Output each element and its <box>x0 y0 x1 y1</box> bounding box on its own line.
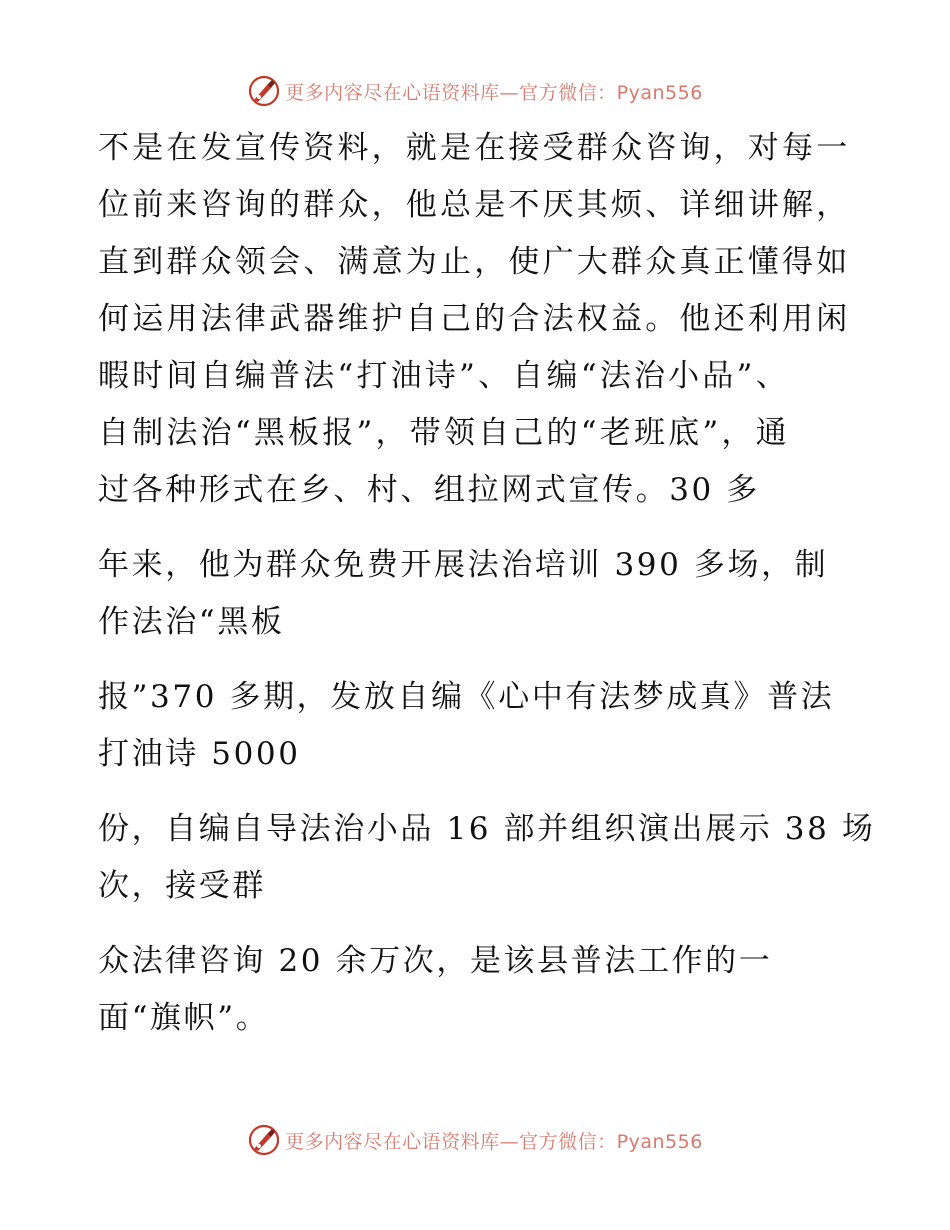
paragraph-line: 作法治“黑板 <box>98 604 285 640</box>
pen-logo-icon <box>247 74 281 108</box>
watermark-text: 更多内容尽在心语资料库—官方微信：Pyan556 <box>285 81 703 104</box>
wechat-id: Pyan556 <box>616 1130 703 1153</box>
paragraph-line: 直到群众领会、满意为止，使广大群众真正懂得如 <box>98 244 851 280</box>
watermark-text: 更多内容尽在心语资料库—官方微信：Pyan556 <box>285 1130 703 1153</box>
paragraph-line: 过各种形式在乡、村、组拉网式宣传。30 多 <box>98 472 760 508</box>
paragraph-line: 位前来咨询的群众，他总是不厌其烦、详细讲解， <box>98 187 851 223</box>
paragraph-line: 次，接受群 <box>98 868 266 904</box>
paragraph-line: 自制法治“黑板报”，带领自己的“老班底”，通 <box>98 415 790 451</box>
pen-logo-icon <box>247 1123 281 1157</box>
paragraph-line: 何运用法律武器维护自己的合法权益。他还利用闲 <box>98 301 851 337</box>
paragraph-line: 不是在发宣传资料，就是在接受群众咨询，对每一 <box>98 130 851 166</box>
paragraph-line: 打油诗 5000 <box>98 736 301 772</box>
paragraph-line: 报”370 多期，发放自编《心中有法梦成真》普法 <box>98 679 835 715</box>
paragraph-line: 份，自编自导法治小品 16 部并组织演出展示 38 场 <box>98 811 876 847</box>
wechat-id: Pyan556 <box>616 81 703 104</box>
paragraph-line: 众法律咨询 20 余万次，是该县普法工作的一 <box>98 943 773 979</box>
header-watermark <box>0 71 950 111</box>
paragraph-line: 面“旗帜”。 <box>98 1000 270 1036</box>
footer-watermark <box>0 1120 950 1160</box>
paragraph-line: 年来，他为群众免费开展法治培训 390 多场，制 <box>98 547 829 583</box>
paragraph-line: 暇时间自编普法“打油诗”、自编“法治小品”、 <box>98 358 790 394</box>
document-body <box>98 120 876 1047</box>
